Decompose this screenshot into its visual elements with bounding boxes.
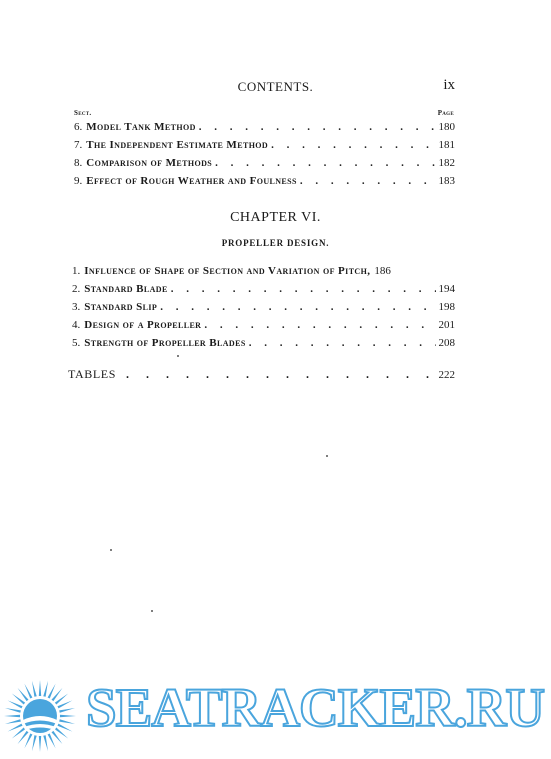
- sun-ray: [60, 715, 76, 717]
- entry-title: Strength of Propeller Blades: [84, 337, 246, 349]
- sun-ray: [48, 684, 56, 699]
- sun-ray: [24, 684, 32, 699]
- toc-list-chapter-six: [72, 262, 455, 352]
- entry-number: 1.: [72, 265, 81, 277]
- entry-page: 181: [438, 139, 455, 151]
- entry-title: Effect of Rough Weather and Foulness: [86, 175, 297, 187]
- entry-title: Influence of Shape of Section and Variation of Pitch,: [84, 265, 371, 277]
- entry-number: 3.: [72, 301, 81, 313]
- dot-leader: [249, 334, 436, 352]
- entry-page: 183: [438, 175, 455, 187]
- entry-page: 180: [438, 121, 455, 133]
- page-column-heading: Page: [437, 109, 454, 117]
- sun-ray: [43, 681, 48, 697]
- entry-title: Standard Slip: [84, 301, 158, 313]
- section-column-heading: Sect.: [74, 109, 92, 117]
- dot-leader: [271, 136, 435, 154]
- sun-ray: [5, 708, 21, 713]
- sun-ray: [24, 733, 32, 748]
- page-number: ix: [443, 77, 455, 93]
- sun-ray: [8, 724, 23, 732]
- watermark-text: SEATRACKER.RU: [86, 677, 545, 738]
- sunburst-logo-icon: [4, 680, 76, 752]
- entry-title: Standard Blade: [84, 283, 168, 295]
- toc-entry: [74, 136, 455, 154]
- scan-speck: [326, 455, 328, 457]
- entry-number: 8.: [74, 157, 83, 169]
- toc-entry: [72, 298, 455, 316]
- sun-ray: [4, 715, 20, 717]
- toc-entry: [74, 118, 455, 136]
- tables-entry: [68, 367, 455, 382]
- entry-page: 194: [438, 283, 455, 295]
- entry-page: 201: [438, 319, 455, 331]
- sun-ray: [39, 736, 41, 752]
- entry-number: 7.: [74, 139, 83, 151]
- entry-title: Design of a Propeller: [84, 319, 202, 331]
- sun-ray: [8, 700, 23, 708]
- toc-entry: [72, 262, 455, 280]
- entry-title: Comparison of Methods: [86, 157, 213, 169]
- sun-ray: [39, 680, 41, 696]
- sun-ray: [48, 733, 56, 748]
- toc-entry: [72, 316, 455, 334]
- dot-leader: [171, 280, 436, 298]
- entry-page: 186: [374, 265, 391, 277]
- sun-ray: [32, 681, 37, 697]
- toc-entry: [72, 334, 455, 352]
- sun-ray: [59, 708, 75, 713]
- scan-speck: [151, 610, 153, 612]
- chapter-heading: CHAPTER VI.: [230, 210, 321, 225]
- dot-leader: [199, 118, 436, 136]
- dot-leader: [204, 316, 435, 334]
- entry-number: 6.: [74, 121, 83, 133]
- toc-entry: [72, 280, 455, 298]
- tables-page: 222: [438, 369, 455, 381]
- sun-ray: [57, 724, 72, 732]
- dot-leader: [215, 154, 435, 172]
- entry-page: 182: [438, 157, 455, 169]
- tables-label: TABLES: [68, 367, 116, 381]
- scan-speck: [110, 549, 112, 551]
- dot-leader: [300, 172, 436, 190]
- page-header: [0, 77, 551, 97]
- scan-speck: [177, 355, 179, 357]
- sun-ray: [57, 700, 72, 708]
- sun-ray: [32, 735, 37, 751]
- dot-leader: [160, 298, 435, 316]
- sun-ray: [59, 719, 75, 724]
- entry-title: The Independent Estimate Method: [86, 139, 269, 151]
- chapter-subtitle: PROPELLER DESIGN.: [221, 238, 330, 248]
- toc-list-section-one: [74, 118, 455, 190]
- toc-entry: [74, 172, 455, 190]
- entry-page: 208: [438, 337, 455, 349]
- entry-number: 9.: [74, 175, 83, 187]
- entry-page: 198: [438, 301, 455, 313]
- toc-entry: [74, 154, 455, 172]
- running-title: CONTENTS.: [237, 79, 314, 94]
- dot-leader: [126, 367, 433, 382]
- entry-number: 4.: [72, 319, 81, 331]
- sun-ray: [43, 735, 48, 751]
- entry-number: 5.: [72, 337, 81, 349]
- sun-ray: [5, 719, 21, 724]
- entry-title: Model Tank Method: [86, 121, 196, 133]
- entry-number: 2.: [72, 283, 81, 295]
